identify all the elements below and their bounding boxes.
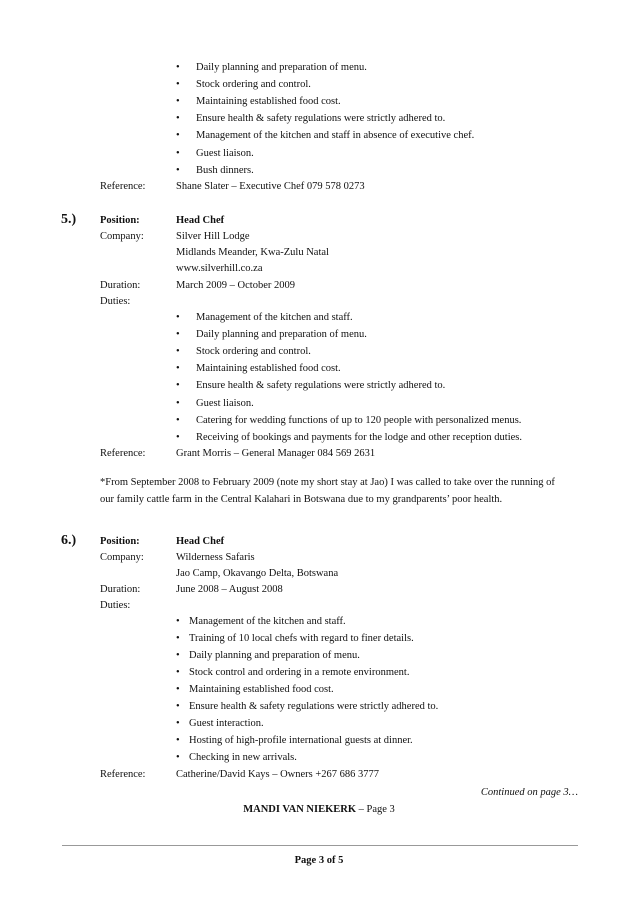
- reference-value: Grant Morris – General Manager 084 569 2631: [176, 448, 376, 459]
- list-item-text: Stock ordering and control.: [196, 79, 311, 91]
- reference-label: Reference:: [100, 448, 146, 459]
- list-item-text: Daily planning and preparation of menu.: [196, 62, 367, 73]
- entry-number: 6.): [61, 533, 77, 548]
- bullet-icon: •: [176, 431, 180, 443]
- position-label: Position:: [100, 536, 140, 547]
- company-address: Midlands Meander, Kwa-Zulu Natal: [176, 247, 329, 258]
- list-item-text: Catering for wedding functions of up to 120 people with personalized menus.: [196, 414, 522, 426]
- list-item-text: Hosting of high-profile international guests at dinner.: [189, 735, 413, 746]
- career-note: *From September 2008 to February 2009 (note my short stay at Jao) I was called to take over the running of our family cattle farm in the Central Kalahari in Botswana due to my grandparents’ poor health.: [100, 477, 555, 505]
- list-item-text: Stock ordering and control.: [196, 346, 311, 358]
- company-address: Jao Camp, Okavango Delta, Botswana: [176, 568, 339, 579]
- list-item-text: Guest liaison.: [196, 397, 254, 409]
- list-item-text: Daily planning and preparation of menu.: [189, 650, 360, 661]
- bullet-icon: •: [176, 147, 180, 159]
- bullet-icon: •: [176, 684, 180, 695]
- list-item-text: Receiving of bookings and payments for the lodge and other reception duties.: [196, 431, 522, 443]
- duties-label: Duties:: [100, 296, 131, 307]
- page-header-line: [0, 804, 638, 815]
- page-label: – Page 3: [356, 804, 395, 815]
- bullet-icon: •: [176, 312, 180, 323]
- bullet-icon: •: [176, 79, 180, 91]
- bullet-icon: •: [176, 130, 180, 142]
- company-label: Company:: [100, 552, 144, 563]
- continued-note: Continued on page 3…: [480, 787, 578, 798]
- list-item-text: Management of the kitchen and staff.: [189, 616, 346, 627]
- list-item-text: Maintaining established food cost.: [189, 684, 334, 695]
- list-item-text: Management of the kitchen and staff in absence of executive chef.: [196, 130, 475, 142]
- bullet-icon: •: [176, 329, 180, 341]
- duration-value: June 2008 – August 2008: [176, 584, 283, 595]
- list-item-text: Maintaining established food cost.: [196, 96, 341, 108]
- list-item-text: Guest liaison.: [196, 147, 254, 159]
- bullet-icon: •: [176, 414, 180, 426]
- bullet-icon: •: [176, 752, 180, 763]
- list-item-text: Management of the kitchen and staff.: [196, 312, 353, 323]
- reference-label: Reference:: [100, 181, 146, 192]
- bullet-icon: •: [176, 380, 180, 392]
- list-item-text: Checking in new arrivals.: [189, 752, 297, 763]
- bullet-icon: •: [176, 701, 180, 712]
- bullet-icon: •: [176, 616, 180, 627]
- list-item-text: Ensure health & safety regulations were strictly adhered to.: [196, 113, 446, 125]
- list-item-text: Ensure health & safety regulations were strictly adhered to.: [189, 701, 439, 712]
- company-website[interactable]: www.silverhill.co.za: [176, 263, 263, 274]
- bullet-icon: •: [176, 718, 180, 729]
- bullet-icon: •: [176, 633, 180, 644]
- bullet-icon: •: [176, 363, 180, 375]
- duration-value: March 2009 – October 2009: [176, 280, 295, 291]
- list-item-text: Maintaining established food cost.: [196, 363, 341, 375]
- position-value: Head Chef: [176, 536, 225, 547]
- list-item-text: Bush dinners.: [196, 164, 254, 176]
- list-item-text: Training of 10 local chefs with regard to finer details.: [189, 633, 414, 644]
- company-value: Silver Hill Lodge: [176, 231, 250, 242]
- duties-label: Duties:: [100, 600, 131, 611]
- bullet-icon: •: [176, 96, 180, 108]
- page-footer: Page 3 of 5: [294, 855, 344, 866]
- company-value: Wilderness Safaris: [176, 552, 255, 563]
- position-value: Head Chef: [176, 215, 225, 226]
- author-name: MANDI VAN NIEKERK: [243, 804, 356, 815]
- bullet-icon: •: [176, 62, 180, 73]
- bullet-icon: •: [176, 397, 180, 409]
- bullet-icon: •: [176, 650, 180, 661]
- list-item-text: Daily planning and preparation of menu.: [196, 329, 367, 341]
- bullet-icon: •: [176, 667, 180, 678]
- position-label: Position:: [100, 215, 140, 226]
- entry-number: 5.): [61, 212, 77, 227]
- bullet-icon: •: [176, 113, 180, 125]
- reference-label: Reference:: [100, 769, 146, 780]
- bullet-icon: •: [176, 164, 180, 176]
- bullet-icon: •: [176, 735, 180, 746]
- reference-value: Catherine/David Kays – Owners +267 686 3777: [176, 769, 380, 780]
- list-item-text: Stock control and ordering in a remote environment.: [189, 667, 410, 678]
- footer-divider: [62, 845, 578, 846]
- list-item-text: Guest interaction.: [189, 718, 264, 729]
- duration-label: Duration:: [100, 280, 141, 291]
- bullet-icon: •: [176, 346, 180, 358]
- reference-value: Shane Slater – Executive Chef 079 578 0273: [176, 181, 365, 192]
- company-label: Company:: [100, 231, 144, 242]
- duration-label: Duration:: [100, 584, 141, 595]
- list-item-text: Ensure health & safety regulations were strictly adhered to.: [196, 380, 446, 392]
